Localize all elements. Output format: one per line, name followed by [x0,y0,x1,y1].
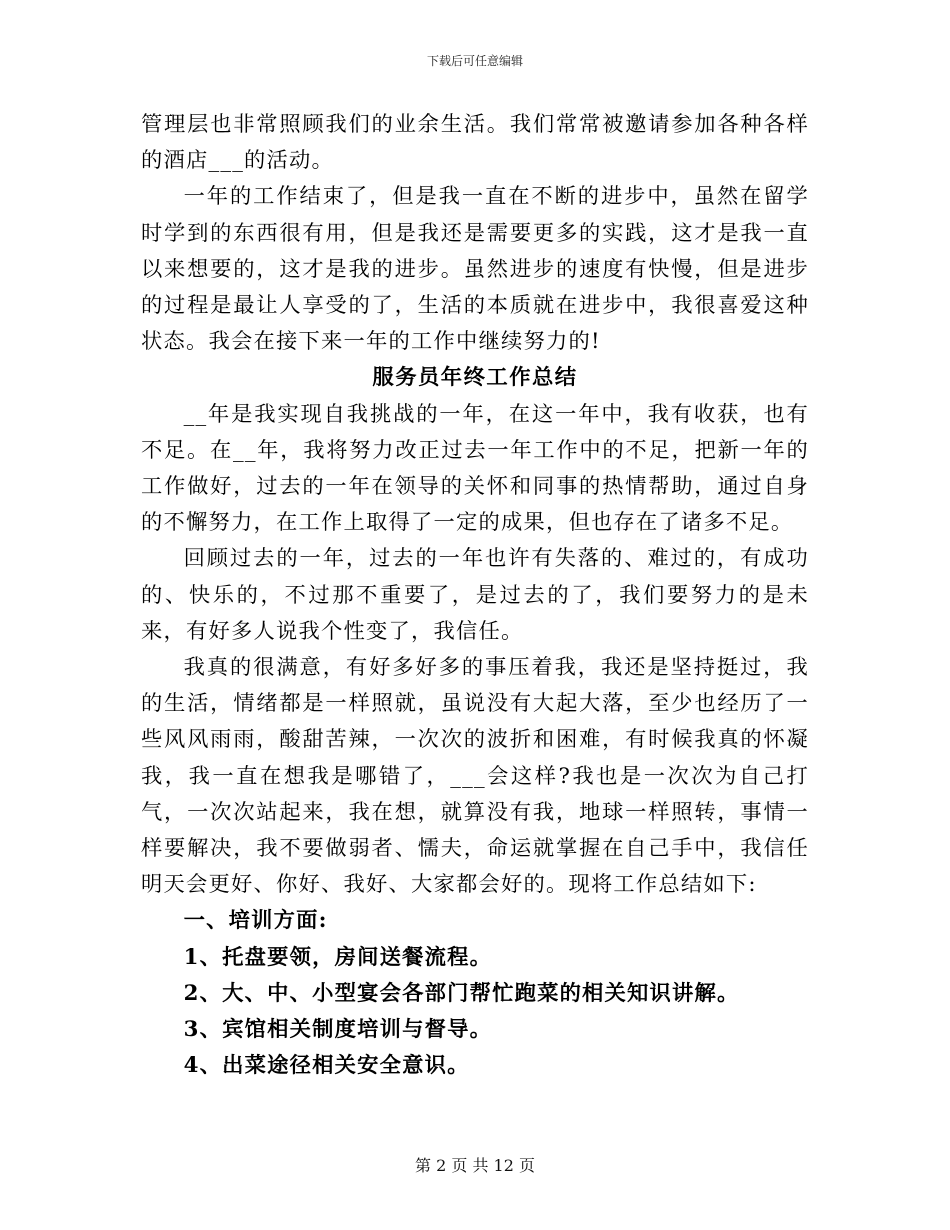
paragraph-review: 回顾过去的一年，过去的一年也许有失落的、难过的，有成功的、快乐的，不过那不重要了，是过去的了，我们要努力的是未来，有好多人说我个性变了，我信任。 [141,546,809,644]
paragraph-continuation: 管理层也非常照顾我们的业余生活。我们常常被邀请参加各种各样的酒店___的活动。 [141,112,809,174]
list-item: 3、宾馆相关制度培训与督导。 [183,1017,493,1043]
section-title: 服务员年终工作总结 [372,365,578,391]
list-item: 2、大、中、小型宴会各部门帮忙跑菜的相关知识讲解。 [183,980,740,1006]
page-number: 第 2 页 共 12 页 [415,1156,535,1175]
paragraph-self-challenge: __年是我实现自我挑战的一年，在这一年中，我有收获，也有不足。在__年，我将努力改正过去一年工作中的不足，把新一年的工作做好，过去的一年在领导的关怀和同事的热情帮助，通过自身的不懈努力，在工作上取得了一定的成果，但也存在了诸多不足。 [141,401,809,536]
document-body [141,107,809,1084]
paragraph-year-summary: 一年的工作结束了，但是我一直在不断的进步中，虽然在留学时学到的东西很有用，但是我还是需要更多的实践，这才是我一直以来想要的，这才是我的进步。虽然进步的速度有快慢，但是进步的过程是最让人享受的了，生活的本质就在进步中，我很喜爱这种状态。我会在接下来一年的工作中继续努力的! [141,184,809,355]
page-header: 下载后可任意编辑 [426,54,523,68]
list-item: 1、托盘要领，房间送餐流程。 [183,944,493,970]
paragraph-satisfaction: 我真的很满意，有好多好多的事压着我，我还是坚持挺过，我的生活，情绪都是一样照就，虽说没有大起大落，至少也经历了一些风风雨雨，酸甜苦辣，一次次的波折和困难，有时候我真的怀凝我，我一直在想我是哪错了，___会这样?我也是一次次为自己打气，一次次站起来，我在想，就算没有我，地球一样照转，事情一样要解决，我不要做弱者、懦夫，命运就掌握在自己手中，我信任明天会更好、你好、我好、大家都会好的。现将工作总结如下: [141,655,809,898]
heading-training: 一、培训方面: [183,908,328,934]
list-item: 4、出菜途径相关安全意识。 [183,1053,470,1079]
